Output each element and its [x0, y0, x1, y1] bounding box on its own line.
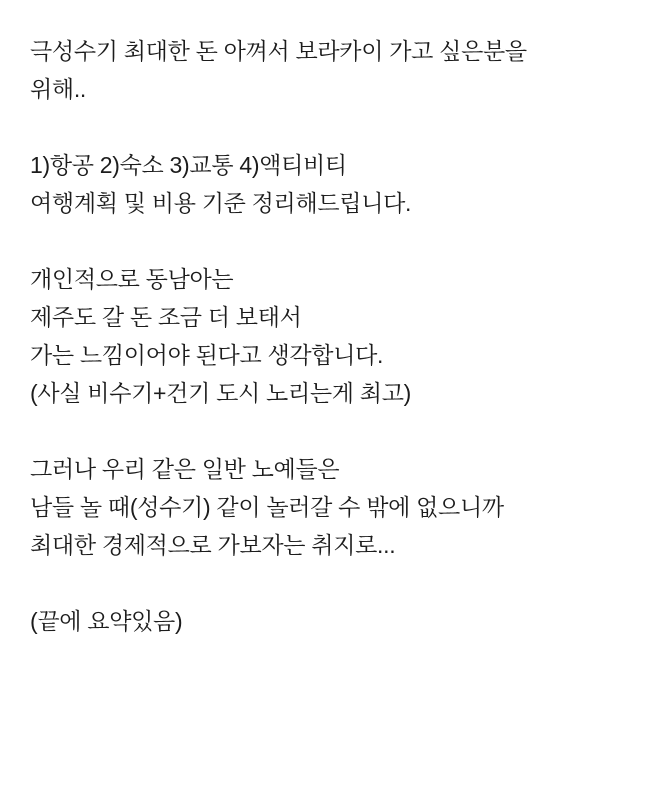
text-line: 개인적으로 동남아는	[30, 266, 234, 292]
text-line: 그러나 우리 같은 일반 노예들은	[30, 456, 340, 482]
text-line: 여행계획 및 비용 기준 정리해드립니다.	[30, 190, 412, 216]
text-line: 1)항공 2)숙소 3)교통 4)액티비티	[30, 152, 347, 178]
paragraph-spacer	[30, 222, 628, 260]
text-line: (사실 비수기+건기 도시 노리는게 최고)	[30, 380, 411, 406]
text-line: 최대한 경제적으로 가보자는 취지로...	[30, 532, 396, 558]
text-line: 가는 느낌이어야 된다고 생각합니다.	[30, 342, 384, 368]
paragraph-spacer	[30, 412, 628, 450]
paragraph-reason	[30, 450, 628, 564]
paragraph-intro	[30, 32, 628, 108]
paragraph-spacer	[30, 564, 628, 602]
paragraph-topics	[30, 146, 628, 222]
paragraph-opinion	[30, 260, 628, 412]
paragraph-spacer	[30, 108, 628, 146]
text-line: 극성수기 최대한 돈 아껴서 보라카이 가고 싶은분을	[30, 38, 527, 64]
text-line: 제주도 갈 돈 조금 더 보태서	[30, 304, 302, 330]
text-line: 남들 놀 때(성수기) 같이 놀러갈 수 밖에 없으니까	[30, 494, 504, 520]
paragraph-note	[30, 602, 628, 640]
text-line: (끝에 요약있음)	[30, 608, 183, 634]
text-line: 위해..	[30, 76, 87, 102]
